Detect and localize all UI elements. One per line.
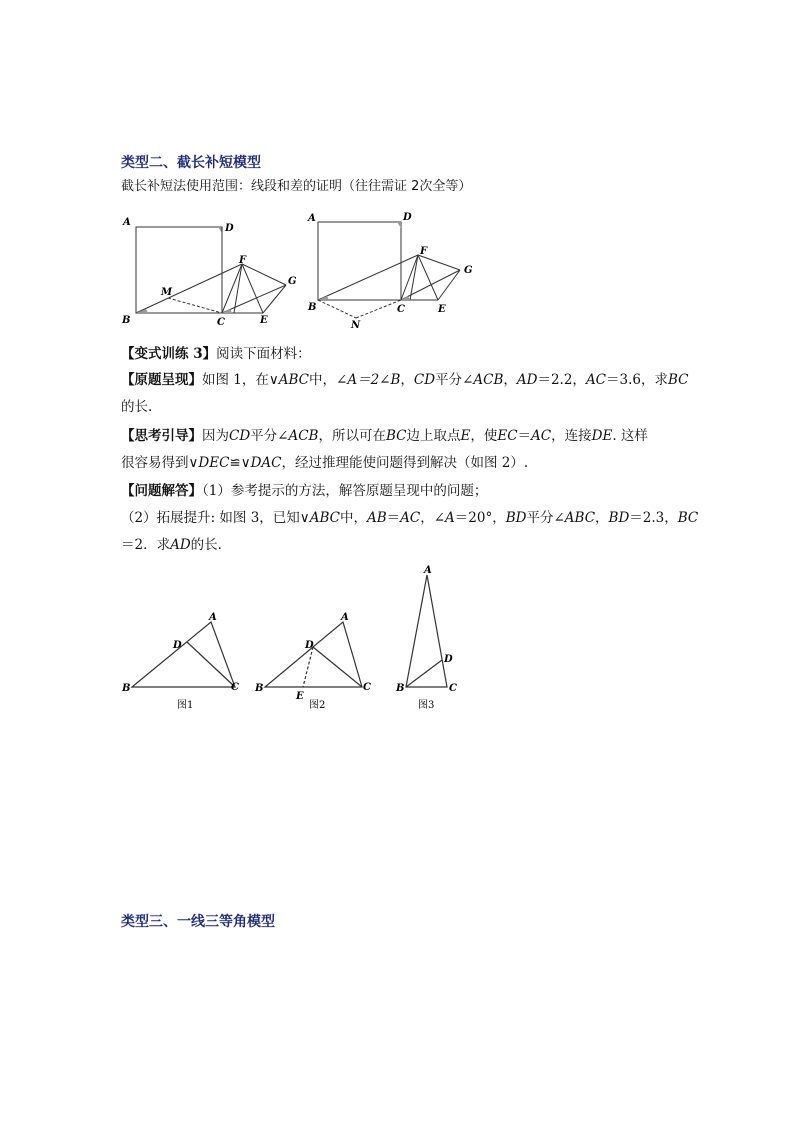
right-label-f: F bbox=[420, 246, 428, 257]
fig2-label-b: B bbox=[255, 683, 264, 694]
hint-tag: 【思考引导】 bbox=[121, 428, 202, 444]
answer-tag: 【问题解答】 bbox=[121, 483, 202, 499]
top-geometry-figures bbox=[118, 205, 488, 335]
right-label-e: E bbox=[438, 304, 446, 315]
hint-line-2: 很容易得到∨DEC≌∨DAC，经过推理能使问题得到解决（如图 2）. bbox=[121, 455, 529, 471]
fig2-label-e: E bbox=[296, 691, 304, 702]
fig2-label-d: D bbox=[305, 640, 314, 651]
exercise-tag: 【变式训练 3】 bbox=[121, 346, 217, 362]
fig3-label-c: C bbox=[449, 683, 457, 694]
left-label-b: B bbox=[122, 315, 131, 326]
right-label-b: B bbox=[308, 302, 317, 313]
right-label-n: N bbox=[351, 320, 361, 331]
fig1-label-c: C bbox=[231, 682, 239, 693]
answer-line-2: （2）拓展提升: 如图 3，已知∨ABC中，AB＝AC，∠A＝20°，BD平分∠ABC，BD＝2.3，BC bbox=[121, 510, 699, 526]
left-label-g: G bbox=[288, 276, 297, 287]
fig1-caption: 图1 bbox=[177, 700, 194, 711]
left-label-a: A bbox=[123, 217, 131, 228]
problem-line-1: 【原题呈现】如图 1，在∨ABC中，∠A＝2∠B，CD平分∠ACB，AD＝2.2，AC＝3.6，求BC bbox=[121, 372, 689, 388]
fig3-caption: 图3 bbox=[418, 700, 435, 711]
problem-line-2: 的长. bbox=[121, 399, 153, 415]
right-label-d: D bbox=[403, 212, 412, 223]
exercise-title: 【变式训练 3】阅读下面材料： bbox=[121, 346, 311, 362]
figure-1 bbox=[132, 622, 235, 687]
left-label-d: D bbox=[225, 223, 234, 234]
answer-line-1: 【问题解答】（1）参考提示的方法，解答原题呈现中的问题； bbox=[121, 483, 488, 499]
right-label-g: G bbox=[464, 265, 473, 276]
figure-3 bbox=[406, 575, 447, 687]
fig1-label-a: A bbox=[209, 612, 217, 623]
fig2-label-c: C bbox=[363, 682, 371, 693]
fig2-caption: 图2 bbox=[309, 700, 326, 711]
bottom-geometry-figures bbox=[115, 560, 475, 720]
right-label-c: C bbox=[397, 304, 405, 315]
fig3-label-b: B bbox=[396, 683, 405, 694]
problem-tag: 【原题呈现】 bbox=[121, 372, 202, 388]
fig2-label-a: A bbox=[341, 612, 349, 623]
intro-text: 截长补短法使用范围：线段和差的证明（往往需证 2次全等） bbox=[121, 179, 472, 194]
fig3-label-a: A bbox=[424, 565, 432, 576]
left-figure bbox=[136, 227, 286, 313]
right-square bbox=[318, 222, 401, 300]
section-heading: 类型三、一线三等角模型 bbox=[121, 914, 275, 930]
left-square bbox=[136, 227, 222, 313]
left-label-f: F bbox=[239, 255, 247, 266]
hint-line-1: 【思考引导】因为CD平分∠ACB，所以可在BC边上取点E，使EC＝AC，连接DE. 这样 bbox=[121, 428, 648, 444]
left-label-m: M bbox=[161, 287, 173, 298]
section-heading: 类型二、截长补短模型 bbox=[121, 155, 261, 171]
answer-line-3: ＝2．求AD的长． bbox=[121, 537, 232, 553]
figure-2 bbox=[265, 622, 362, 687]
fig3-label-d: D bbox=[444, 654, 453, 665]
left-label-e: E bbox=[260, 315, 268, 326]
left-label-c: C bbox=[217, 317, 225, 328]
fig1-label-d: D bbox=[173, 640, 182, 651]
right-label-a: A bbox=[308, 213, 316, 224]
fig1-label-b: B bbox=[122, 683, 131, 694]
